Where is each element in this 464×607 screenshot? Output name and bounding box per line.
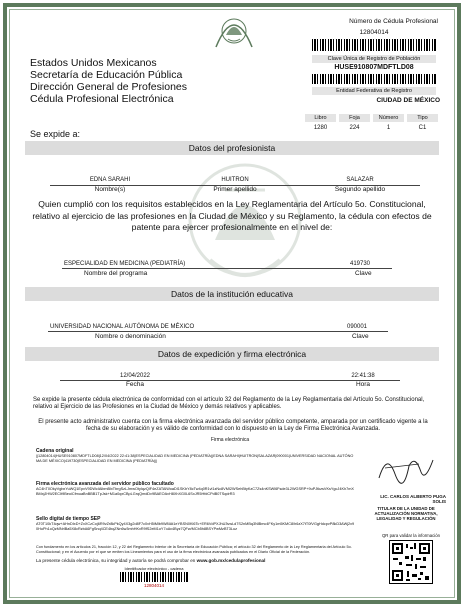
section-profesionista: Datos del profesionista <box>25 141 439 155</box>
firma-avanzada-text: AC4hT0OkyVgbxYuWQ1EpxV9DWcIAlbmBlxTbrgSzLJmwOtyIqzQlF4eZATAlWoaDI1SKbY8cTw4q0R1vl1zNc8VMI2WSehBtyKzC7Zs4nKSWl6Fsde3L2WGSRP+9uPJtkzsVKsYgcJ4Kh7mXBMxjJHW2ECIt9BeoiCfmuaBnBBB1TpJsk+M1a0qxCBpLGrqQmdDv9BAEOAvH8XhXG0L6SxJR5HfdCPdB0TSqdrR3 <box>36 487 354 496</box>
numero-value: 1 <box>386 125 391 131</box>
nombre-label: Nombre(s) <box>94 186 126 193</box>
apellido2-value: SALAZAR <box>346 177 374 183</box>
cedula-barcode <box>312 39 436 51</box>
header-directorate: Dirección General de Profesiones <box>30 81 187 93</box>
hora-label: Hora <box>355 381 371 388</box>
institucion-clave: 090001 <box>347 324 368 330</box>
cadena-label: Cadena original <box>36 448 74 454</box>
foja-header: Foja <box>339 114 370 122</box>
section-expedicion: Datos de expedición y firma electrónica <box>25 347 439 361</box>
entidad-value: CIUDAD DE MÉXICO <box>376 97 440 104</box>
legal-footnote: Con fundamento en los artículos 21, fracción 12, y 22 del Reglamento Interior de la Secretaría de Educación Pública; el artículo 32 del Reglamento de la Ley Reglamentaria del Artículo 5o. Constitucional; y en el Acuerdo por el que se emiten los Lineamientos para el uso de la firma electrónica avanzada publicados en el Diario Oficial de la Federación. <box>36 545 352 554</box>
numero-header: Número <box>373 114 404 122</box>
programa-rule <box>62 268 392 269</box>
nombre-value: EDNA SARAHI <box>89 177 131 183</box>
foja-value: 224 <box>349 125 360 131</box>
header-secretariat: Secretaría de Educación Pública <box>30 69 183 81</box>
libro-value: 1280 <box>313 125 328 131</box>
programa-clave-label: Clave <box>355 270 372 277</box>
coat-of-arms-seal <box>212 9 256 49</box>
verify-url[interactable]: www.gob.mx/cedulaprofesional <box>196 558 266 563</box>
signer-title: TITULAR DE LA UNIDAD DE ACTUALIZACIÓN NORMATIVA, LEGALIDAD Y REGULACIÓN <box>374 506 438 521</box>
programa-label: Nombre del programa <box>84 270 148 277</box>
legal-statement: Quien cumplió con los requisitos establecidos en la Ley Reglamentaria del Artículo 5o. Constitucional, relativo al ejercicio de las profesiones en la Ciudad de México y su Reglamento, la cédula con efectos de patente para ejercer profesionalmente en el nivel de: <box>32 199 432 232</box>
verify-text: La presente cédula electrónica, su integridad y autoría se podrá comprobar en <box>36 558 196 563</box>
institucion-value: UNIVERSIDAD NACIONAL AUTÓNOMA DE MÉXICO <box>50 324 195 330</box>
firma-electronica-label: Firma electrónica <box>210 437 250 443</box>
identificador-label: Identificador electrónico - cadena <box>124 566 184 571</box>
fecha-label: Fecha <box>125 381 145 388</box>
tipo-value: C1 <box>418 125 427 131</box>
verify-line <box>36 558 265 563</box>
tipo-header: Tipo <box>407 114 438 122</box>
expide-text: Se expide la presente cédula electrónica de conformidad con el artículo 32 del Reglamento de la Ley Reglamentaria del Artículo 5o. Constitucional, relativo al Ejercicio de las Profesiones en la Ciudad de México y demás relativos y aplicables. <box>33 397 425 410</box>
hora-value: 22:41:38 <box>351 373 375 379</box>
programa-value: ESPECIALIDAD EN MEDICINA (PEDIATRÍA) <box>64 261 186 267</box>
cedula-number-label: Número de Cédula Profesional <box>349 18 438 25</box>
curp-label: Clave Única de Registro de Población <box>312 55 436 63</box>
apellido1-label: Primer apellido <box>213 186 257 193</box>
identificador-barcode <box>120 572 188 582</box>
se-expide-label: Se expide a: <box>30 129 81 139</box>
institucion-rule <box>48 331 388 332</box>
firma-legal-text: El presente acto administrativo cuenta con la firma electrónica avanzada del servidor público competente, amparada por un certificado vigente a la fecha de su elaboración y es válido de conformidad con lo dispuesto en la Ley de Firma Electrónica Avanzada. <box>38 419 428 432</box>
header-country: Estados Unidos Mexicanos <box>30 57 157 69</box>
sello-text: AT0T10kT4qw+AHnDIxD+ZxXCzCoj6R9vZr8kPkQy4X3g2d8F7c0vH5iMlb9W8IAt1eYBSN0Kl6Tc+ER6VdPXJhU3vwLd7S2nMBq3NlBmc4FKy1m5KMC8/h6zX7tT0fVGgHdcpvP8kD3AWj2x90HuPh1oQzMNrlBa5X8cRzbA6FgSnq4CE4bqZNn6w3mhHKxR9fS2eM1oY7oAv4Byz7QFw/MCb5h8BSYPwMzBT3Luz <box>36 522 355 531</box>
firma-avanzada-label: Firma electrónica avanzada del servidor público facultado <box>36 481 174 487</box>
cedula-number: 12804014 <box>359 29 389 36</box>
apellido1-value: HUITRON <box>221 177 249 183</box>
sello-label: Sello digital de tiempo SEP <box>36 516 101 522</box>
signature-mark <box>375 448 437 486</box>
qr-pattern-icon <box>390 541 432 583</box>
entidad-label: Entidad Federativa de Registro <box>312 87 436 95</box>
programa-clave: 419730 <box>350 261 371 267</box>
curp-value: HUSE910807MDFTLD08 <box>334 64 414 71</box>
libro-header: Libro <box>305 114 336 122</box>
curp-barcode <box>312 74 436 84</box>
identificador-value: 12804014 <box>143 583 165 588</box>
signer-name: LIC. CARLOS ALBERTO PUGA SOLIS <box>380 494 446 504</box>
cadena-text: ||12804014|HUSE910807MDFTLD08|12/04/2022 22:41:38|ESPECIALIDAD EN MEDICINA (PEDIATRÍA)|EDNA SARAHI|HUITRON|SALAZAR|090001|UNIVERSIDAD NACIONAL AUTÓNOMA DE MÉXICO|419730|ESPECIALIDAD EN MEDICINA (PEDIATRÍA)|| <box>36 454 354 463</box>
qr-code[interactable] <box>389 540 433 584</box>
header-doc-title: Cédula Profesional Electrónica <box>30 93 174 105</box>
qr-label: QR para validar la información <box>381 533 441 538</box>
institucion-clave-label: Clave <box>352 333 369 340</box>
fecha-value: 12/04/2022 <box>119 373 151 379</box>
section-institucion: Datos de la institución educativa <box>25 287 439 301</box>
apellido2-label: Segundo apellido <box>334 186 386 193</box>
institucion-label: Nombre o denominación <box>95 333 166 340</box>
